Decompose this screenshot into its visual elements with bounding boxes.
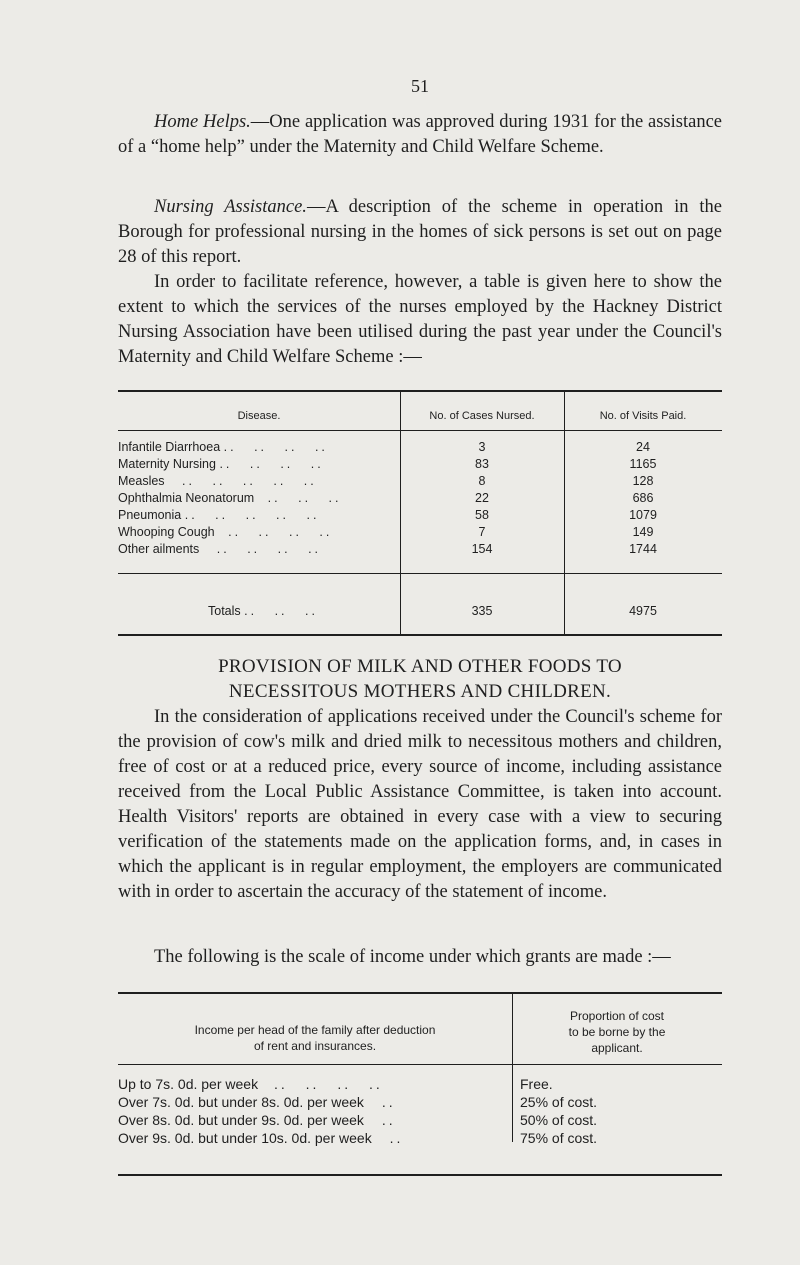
intro-paragraph bbox=[118, 270, 722, 370]
visits-value: 1079 bbox=[629, 508, 657, 522]
income-band: Over 8s. 0d. but under 9s. 0d. per week bbox=[118, 1112, 364, 1128]
income-band: Over 9s. 0d. but under 10s. 0d. per week bbox=[118, 1130, 372, 1146]
nursing-paragraph bbox=[118, 195, 722, 270]
scale-paragraph-text: The following is the scale of income under which grants are made :— bbox=[154, 947, 671, 967]
visits-value: 24 bbox=[636, 440, 650, 454]
totals-cases: 335 bbox=[471, 604, 493, 618]
visits-value: 128 bbox=[632, 474, 654, 488]
disease-name: Whooping Cough bbox=[118, 525, 215, 539]
visits-value: 686 bbox=[632, 491, 654, 505]
cases-value: 58 bbox=[475, 508, 489, 522]
visits-value: 149 bbox=[632, 525, 654, 539]
scale-paragraph bbox=[118, 945, 722, 970]
disease-name: Ophthalmia Neonatorum bbox=[118, 491, 255, 505]
table-top-rule bbox=[118, 992, 722, 994]
heading-line-2: NECESSITOUS MOTHERS AND CHILDREN. bbox=[228, 681, 612, 702]
cases-value: 154 bbox=[471, 542, 493, 556]
disease-name: Measles bbox=[118, 474, 165, 488]
cases-value: 8 bbox=[478, 474, 486, 488]
disease-name: Maternity Nursing bbox=[118, 457, 216, 471]
header-rule bbox=[118, 430, 722, 431]
cases-value: 3 bbox=[478, 440, 486, 454]
header-visits: No. of Visits Paid. bbox=[599, 410, 687, 422]
visits-value: 1165 bbox=[629, 457, 657, 471]
table-bottom-rule bbox=[118, 634, 722, 636]
totals-visits: 4975 bbox=[629, 604, 657, 618]
cases-value: 7 bbox=[478, 525, 486, 539]
nursing-table: Disease. No. of Cases Nursed. No. of Visits Paid. Infantile Diarrhoea .. .. .. .. 3 24 Maternity Nursing .. .. .. .. 83 1165 Measles .. .. .. .. .. 8 128 Ophthalmia Neonatorum .. .. .. 22 686 Pneumonia .. .. .. .. .. 58 1079 Whooping Cough .. .. .. .. 7 149 Other ailments .. .. .. .. 154 1744 Totals .. .. .. 335 4975 bbox=[118, 390, 722, 636]
heading-line-1: PROVISION OF MILK AND OTHER FOODS TO bbox=[218, 656, 622, 677]
proportion-value: 75% of cost. bbox=[520, 1130, 598, 1146]
proportion-value: Free. bbox=[520, 1076, 553, 1092]
totals-rule bbox=[118, 573, 722, 574]
page-number: 51 bbox=[411, 76, 429, 96]
disease-name: Other ailments bbox=[118, 542, 200, 556]
header-income: Income per head of the family after deduction of rent and insurances. bbox=[194, 1023, 436, 1053]
cases-value: 83 bbox=[475, 457, 489, 471]
intro-paragraph-text: In order to facilitate reference, however, a table is given here to show the extent to which the services of the nurses employed by the Hackney District Nursing Association have been utilised during the past year under the Council's Maternity and Child Welfare Scheme :— bbox=[118, 272, 722, 367]
visits-value: 1744 bbox=[629, 542, 657, 556]
income-band: Over 7s. 0d. but under 8s. 0d. per week bbox=[118, 1094, 364, 1110]
cases-value: 22 bbox=[475, 491, 489, 505]
totals-label: Totals bbox=[208, 604, 241, 618]
disease-name: Pneumonia bbox=[118, 508, 182, 522]
header-cases: No. of Cases Nursed. bbox=[429, 410, 535, 422]
proportion-value: 25% of cost. bbox=[520, 1094, 598, 1110]
nursing-label: Nursing Assistance. bbox=[154, 197, 307, 217]
income-scale-table: Income per head of the family after deduction of rent and insurances. Proportion of cost to be borne by the applicant. Up to 7s. 0d. per week .. .. .. .. Free. Over 7s. 0d. but under 8s. 0d. per week .. 25% of cost. Over 8s. 0d. but under 9s. 0d. per week .. 50% of cost. Over 9s. 0d. but under 10s. 0d. per week .. 75% of cost. bbox=[118, 992, 722, 1142]
home-helps-text: —One application was approved during 1931 for the assistance of a “home help” under the Maternity and Child Welfare Scheme. bbox=[118, 112, 722, 157]
home-helps-paragraph bbox=[118, 110, 722, 160]
income-band: Up to 7s. 0d. per week bbox=[118, 1076, 259, 1092]
header-rule bbox=[118, 1064, 722, 1065]
milk-section-heading bbox=[118, 654, 722, 704]
disease-name: Infantile Diarrhoea bbox=[118, 440, 221, 454]
income-table-bottom-rule bbox=[118, 1174, 722, 1176]
table-top-rule bbox=[118, 390, 722, 392]
milk-paragraph bbox=[118, 705, 722, 905]
proportion-value: 50% of cost. bbox=[520, 1112, 598, 1128]
header-proportion: Proportion of cost to be borne by the applicant. bbox=[568, 1009, 666, 1055]
header-disease: Disease. bbox=[237, 410, 281, 422]
nursing-text: —A description of the scheme in operation in the Borough for professional nursing in the homes of sick persons is set out on page 28 of this report. bbox=[118, 197, 722, 267]
milk-paragraph-text: In the consideration of applications received under the Council's scheme for the provision of cow's milk and dried milk to necessitous mothers and children, free of cost or at a reduced price, every source of income, including assistance received from the Local Public Assistance Committee, is taken into account. Health Visitors' reports are obtained in every case with a view to securing verification of the statements made on the application forms, and, in cases in which the applicant is in regular employment, the employers are communicated with in order to ascertain the accuracy of the statement of income. bbox=[118, 707, 722, 902]
home-helps-label: Home Helps. bbox=[154, 112, 251, 132]
